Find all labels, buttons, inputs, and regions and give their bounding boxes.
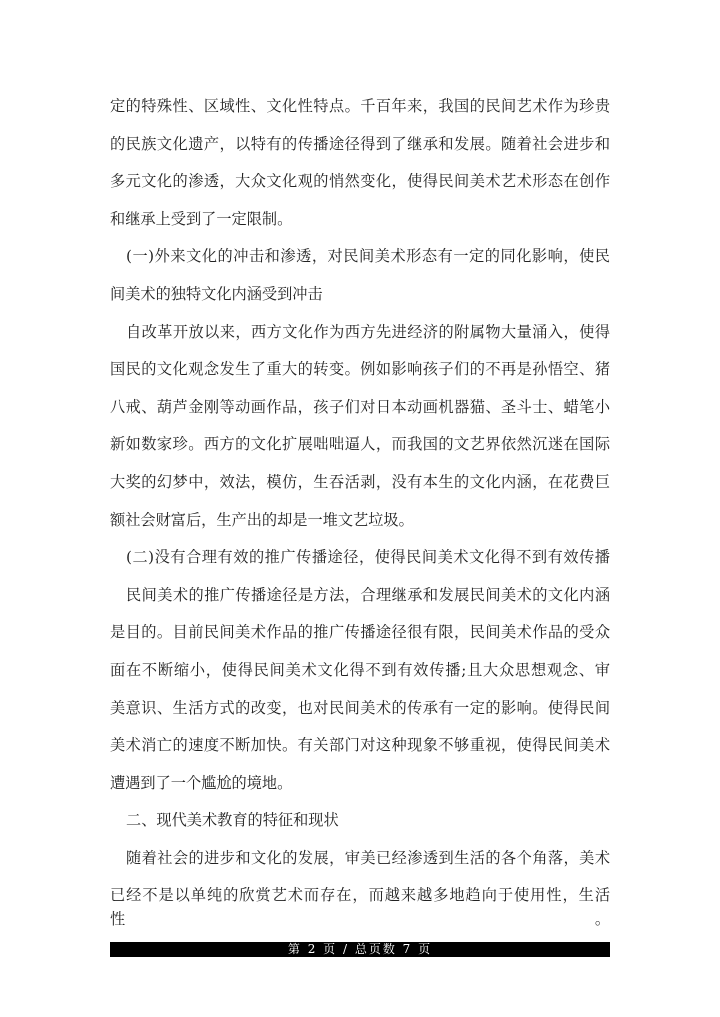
text-line: 面在不断缩小，使得民间美术文化得不到有效传播;且大众思想观念、审: [110, 660, 610, 679]
text-line: 美意识、生活方式的改变，也对民间美术的传承有一定的影响。使得民间: [110, 698, 610, 717]
text-line: 和继承上受到了一定限制。: [110, 209, 293, 228]
text-line: 已经不是以单纯的欣赏艺术而存在，而越来越多地趋向于使用性，生活性。: [110, 886, 610, 929]
text-line: 的民族文化遗产，以特有的传播途径得到了继承和发展。随着社会进步和: [110, 134, 610, 153]
text-line: 新如数家珍。西方的文化扩展咄咄逼人，而我国的文艺界依然沉迷在国际: [110, 435, 610, 454]
document-body: [110, 94, 610, 929]
text-line: 间美术的独特文化内涵受到冲击: [110, 284, 323, 303]
page-footer: [110, 942, 610, 957]
text-line: (一)外来文化的冲击和渗透，对民间美术形态有一定的同化影响，使民: [126, 247, 610, 266]
text-line: 八戒、葫芦金刚等动画作品，孩子们对日本动画机器猫、圣斗士、蜡笔小: [110, 397, 610, 416]
text-line: 额社会财富后，生产出的却是一堆文艺垃圾。: [110, 510, 414, 529]
text-line: 多元文化的渗透，大众文化观的悄然变化，使得民间美术艺术形态在创作: [110, 172, 610, 191]
text-line: 民间美术的推广传播途径是方法，合理继承和发展民间美术的文化内涵: [126, 585, 610, 604]
text-line: 大奖的幻梦中，效法，模仿，生吞活剥，没有本生的文化内涵，在花费巨: [110, 472, 610, 491]
text-line: 国民的文化观念发生了重大的转变。例如影响孩子们的不再是孙悟空、猪: [110, 360, 610, 379]
text-line: 二、现代美术教育的特征和现状: [126, 811, 339, 830]
text-line: 随着社会的进步和文化的发展，审美已经渗透到生活的各个角落，美术: [126, 848, 610, 867]
text-line: 定的特殊性、区域性、文化性特点。千百年来，我国的民间艺术作为珍贵: [110, 97, 610, 115]
text-line: 是目的。目前民间美术作品的推广传播途径很有限，民间美术作品的受众: [110, 623, 610, 642]
text-line: 遭遇到了一个尴尬的境地。: [110, 773, 293, 792]
text-line: 美术消亡的速度不断加快。有关部门对这种现象不够重视，使得民间美术: [110, 736, 610, 755]
text-line: 自改革开放以来，西方文化作为西方先进经济的附属物大量涌入，使得: [126, 322, 610, 341]
text-line: (二)没有合理有效的推广传播途径，使得民间美术文化得不到有效传播: [126, 548, 610, 567]
page-number-label: 第 2 页 / 总页数 7 页: [287, 942, 433, 956]
